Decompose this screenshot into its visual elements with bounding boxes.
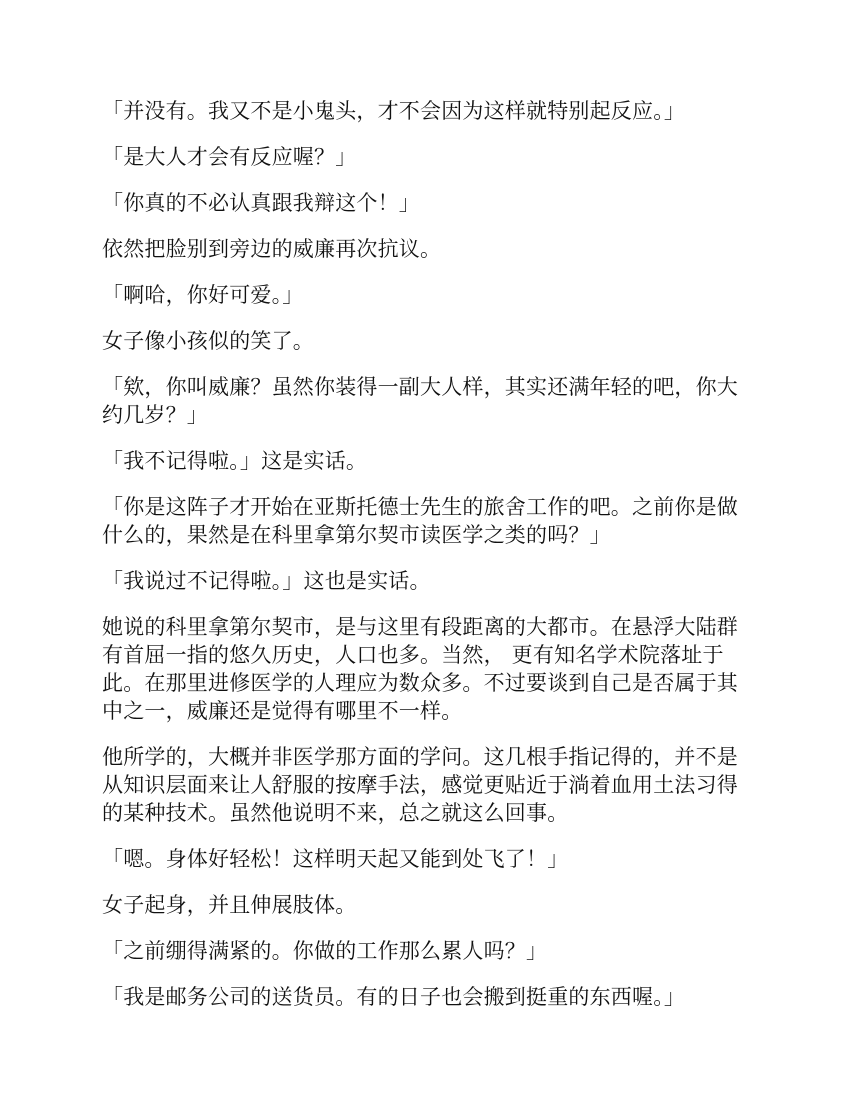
paragraph: 她说的科里拿第尔契市，是与这里有段距离的大都市。在悬浮大陆群有首屈一指的悠久历史，人口也多。当然， 更有知名学术院落址于此。在那里进修医学的人理应为数众多。不过要谈到自己是否属于其中之一，威廉还是觉得有哪里不一样。 — [102, 615, 738, 723]
paragraph: 「之前绷得满紧的。你做的工作那么累人吗？」 — [102, 939, 548, 963]
paragraph: 「嗯。身体好轻松！这样明天起又能到处飞了！」 — [102, 847, 569, 871]
paragraph: 他所学的，大概并非医学那方面的学问。这几根手指记得的，并不是从知识层面来让人舒服的按摩手法，感觉更贴近于淌着血用土法习得的某种技术。虽然他说明不来，总之就这么回事。 — [102, 745, 738, 825]
paragraph: 「啊哈，你好可爱。」 — [102, 283, 304, 307]
paragraph: 「并没有。我又不是小鬼头，才不会因为这样就特别起反应。」 — [102, 99, 686, 123]
paragraph: 「我说过不记得啦。」这也是实话。 — [102, 569, 431, 593]
paragraph: 「你真的不必认真跟我辩这个！」 — [102, 191, 420, 215]
paragraph: 「我是邮务公司的送货员。有的日子也会搬到挺重的东西喔。」 — [102, 985, 686, 1009]
paragraph: 「欸，你叫威廉？虽然你装得一副大人样，其实还满年轻的吧，你大约几岁？」 — [102, 375, 738, 427]
paragraph: 女子像小孩似的笑了。 — [102, 329, 314, 353]
paragraph: 依然把脸别到旁边的威廉再次抗议。 — [102, 237, 442, 261]
paragraph: 「你是这阵子才开始在亚斯托德士先生的旅舍工作的吧。之前你是做什么的，果然是在科里拿第尔契市读医学之类的吗？」 — [102, 495, 738, 547]
paragraph: 「我不记得啦。」这是实话。 — [102, 449, 368, 473]
paragraph: 「是大人才会有反应喔？」 — [102, 145, 357, 169]
paragraph: 女子起身，并且伸展肢体。 — [102, 893, 357, 917]
document-body — [102, 97, 754, 1029]
